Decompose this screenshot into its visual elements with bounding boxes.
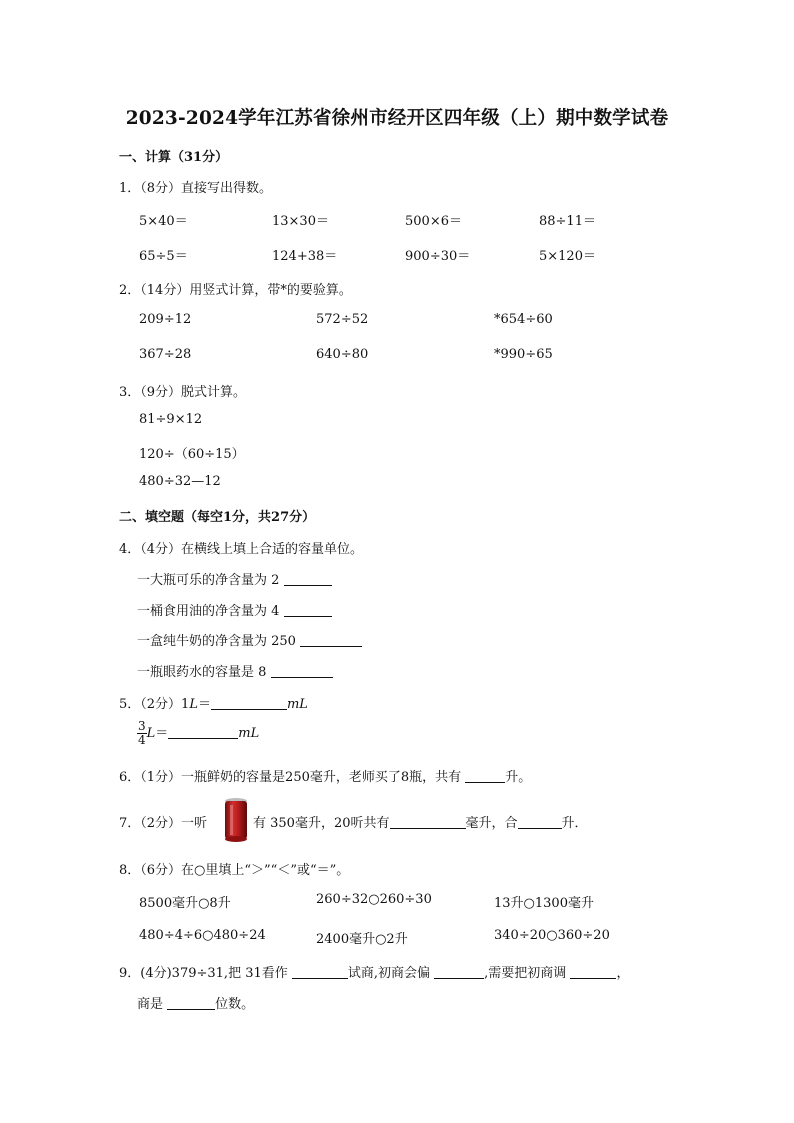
question-2-stem: 2．（14分）用竖式计算，带*的要验算。 xyxy=(119,283,352,298)
section-heading-calculation: 一、计算（31分） xyxy=(119,150,229,165)
q1-item: 88÷11＝ xyxy=(539,214,596,229)
answer-blank[interactable] xyxy=(292,977,348,979)
q3-item: 120÷（60÷15） xyxy=(139,447,245,462)
question-6: 6．（1分）一瓶鲜奶的容量是250毫升，老师买了8瓶，共有 升。 xyxy=(119,770,532,785)
answer-blank[interactable] xyxy=(390,827,466,829)
answer-blank[interactable] xyxy=(284,615,332,617)
question-7-prefix: 7．（2分）一听 xyxy=(119,816,208,831)
question-3-stem: 3．（9分）脱式计算。 xyxy=(119,385,247,400)
q4-item: 一瓶眼药水的容量是 8 xyxy=(137,661,333,680)
q4-item: 一大瓶可乐的净含量为 2 xyxy=(137,569,332,588)
q2-item: 640÷80 xyxy=(316,347,369,362)
q2-item: 209÷12 xyxy=(139,312,192,327)
answer-blank[interactable] xyxy=(570,977,616,979)
q8-item: 13升○1300毫升 xyxy=(494,896,594,911)
question-9-line-2: 商是 位数。 xyxy=(137,997,255,1012)
q1-item: 13×30＝ xyxy=(272,214,329,229)
q8-item: 480÷4÷6○480÷24 xyxy=(139,928,266,943)
question-5-line-2: $\frac{3}{4}$ L＝ mL xyxy=(138,719,260,747)
section-heading-fill-in: 二、填空题（每空1分，共27分） xyxy=(119,510,316,525)
answer-blank[interactable] xyxy=(434,977,484,979)
answer-blank[interactable] xyxy=(465,781,505,783)
q8-item: 2400毫升○2升 xyxy=(316,932,408,947)
answer-blank[interactable] xyxy=(271,676,333,678)
question-5-line-1: 5．（2分）1L＝ mL xyxy=(119,697,308,712)
can-highlight xyxy=(230,805,233,835)
q8-item: 260÷32○260÷30 xyxy=(316,892,432,907)
question-4-stem: 4．（4分）在横线上填上合适的容量单位。 xyxy=(119,542,364,557)
question-1-stem: 1．（8分）直接写出得数。 xyxy=(119,181,273,196)
q1-item: 65÷5＝ xyxy=(139,249,188,264)
q3-item: 480÷32—12 xyxy=(139,474,221,489)
q2-item: 367÷28 xyxy=(139,347,192,362)
question-8-stem: 8．（6分）在○里填上“＞”“＜”或“＝”。 xyxy=(119,863,350,878)
answer-blank[interactable] xyxy=(167,1008,215,1010)
answer-blank[interactable] xyxy=(168,737,238,739)
q2-item: 572÷52 xyxy=(316,312,369,327)
can-body xyxy=(225,801,247,839)
q8-item: 8500毫升○8升 xyxy=(139,896,231,911)
q1-item: 900÷30＝ xyxy=(405,249,471,264)
answer-blank[interactable] xyxy=(518,827,562,829)
q1-item: 5×40＝ xyxy=(139,214,188,229)
answer-blank[interactable] xyxy=(300,645,362,647)
q2-item: *990÷65 xyxy=(494,347,553,362)
q1-item: 500×6＝ xyxy=(405,214,462,229)
q1-item: 5×120＝ xyxy=(539,249,596,264)
page-title: 2023-2024学年江苏省徐州市经开区四年级（上）期中数学试卷 xyxy=(125,108,669,129)
q1-item: 124+38＝ xyxy=(272,249,338,264)
can-bottom xyxy=(225,836,247,842)
question-9-line-1: 9．(4分)379÷31,把 31看作 试商,初商会偏 ,需要把初商调 ， xyxy=(119,966,630,981)
q2-item: *654÷60 xyxy=(494,312,553,327)
q4-item: 一盒纯牛奶的净含量为 250 xyxy=(137,630,362,649)
answer-blank[interactable] xyxy=(284,584,332,586)
q8-item: 340÷20○360÷20 xyxy=(494,928,610,943)
q3-item: 81÷9×12 xyxy=(139,412,203,427)
answer-blank[interactable] xyxy=(211,708,287,710)
question-7-rest: 有 350毫升，20听共有 毫升，合 升． xyxy=(253,816,588,831)
soda-can-icon xyxy=(222,797,250,843)
q4-item: 一桶食用油的净含量为 4 xyxy=(137,600,332,619)
fraction: $\frac{3}{4}$ xyxy=(138,719,146,747)
